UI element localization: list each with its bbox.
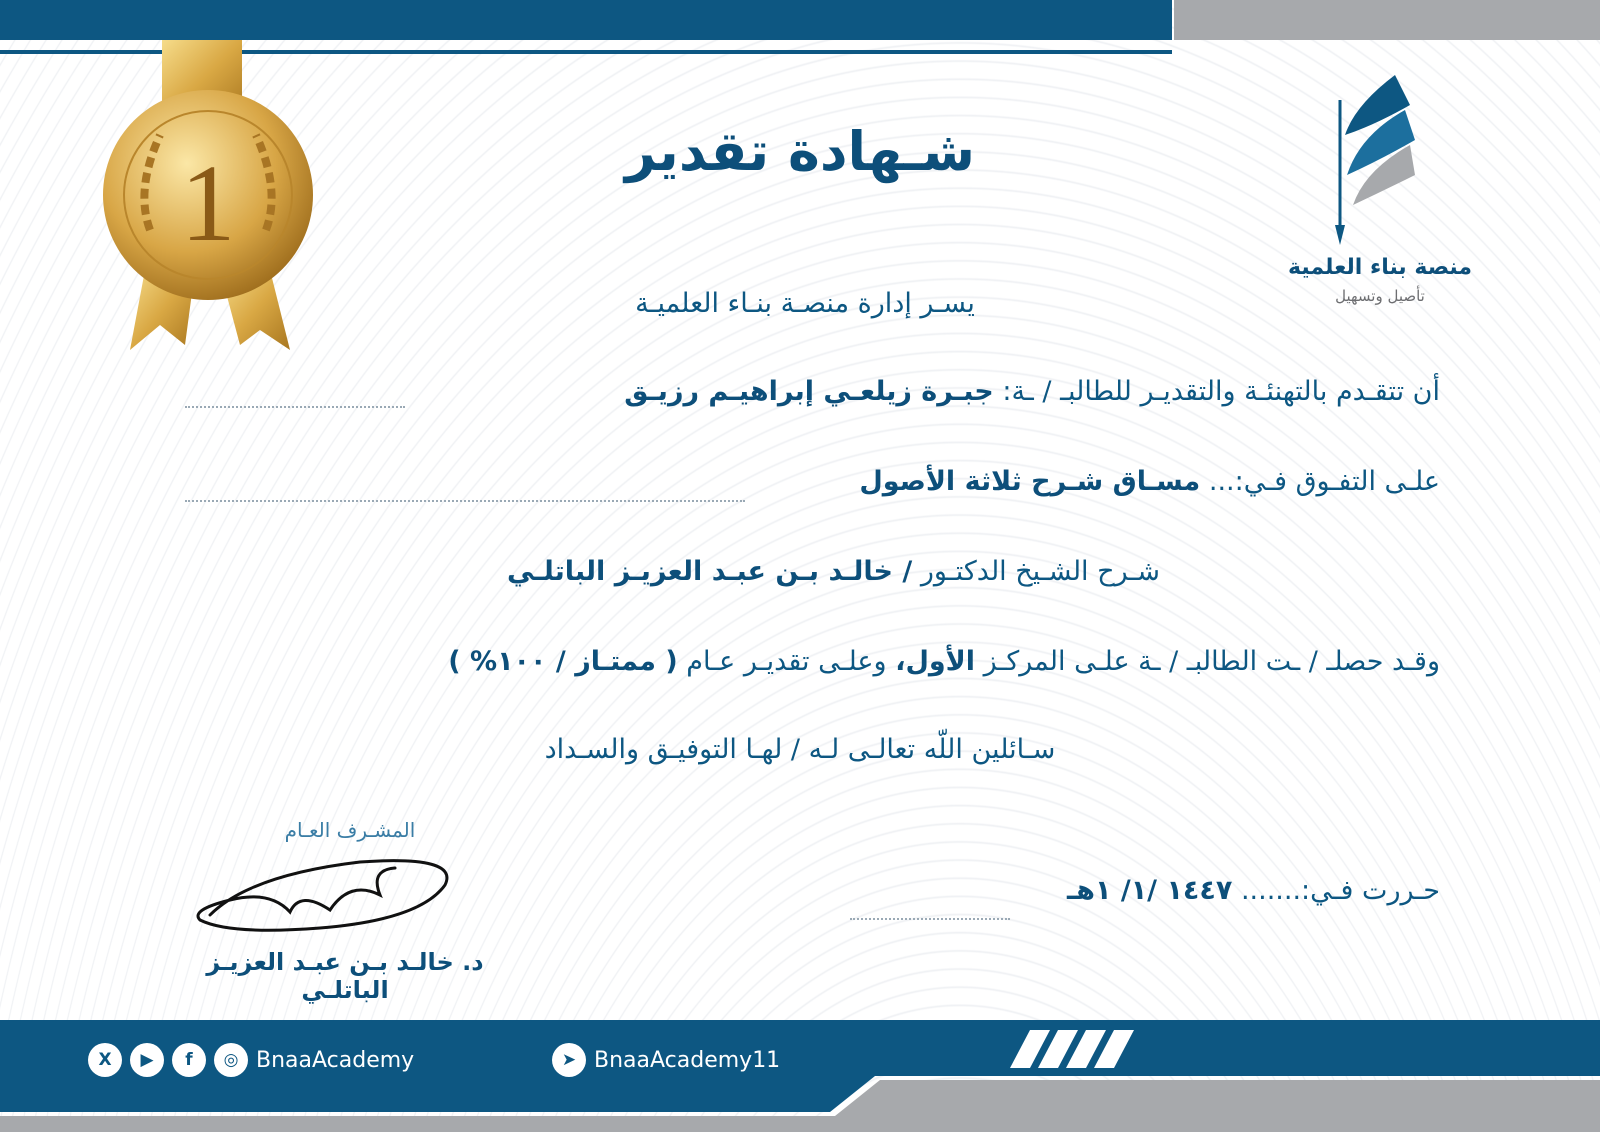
socials-handle[interactable]: BnaaAcademy bbox=[256, 1047, 415, 1073]
dotted-underline bbox=[850, 918, 1010, 920]
gold-medal-icon bbox=[100, 40, 330, 370]
teacher-line bbox=[507, 556, 1160, 587]
excellence-line bbox=[859, 466, 1440, 497]
grade-value: ( ممتـاز / ١٠٠% ) bbox=[448, 646, 678, 677]
rank-line bbox=[448, 646, 1440, 677]
teacher-prefix: شـرح الشـيخ الدكتـور bbox=[920, 556, 1160, 587]
instagram-icon[interactable]: ◎ bbox=[214, 1043, 248, 1077]
congrats-prefix: أن تتقـدم بالتهنئـة والتقديـر للطالبـ / ـة: bbox=[1002, 376, 1440, 407]
date-line bbox=[1067, 875, 1440, 906]
teacher-name: / خالـد بـن عبـد العزيـز الباتلـي bbox=[507, 556, 913, 587]
x-icon[interactable]: X bbox=[88, 1043, 122, 1077]
rank-prefix: وقـد حصلـ / ـت الطالبـ / ـة علـى المركـز bbox=[983, 646, 1440, 677]
platform-logo bbox=[1285, 65, 1475, 315]
socials-group bbox=[88, 1020, 414, 1100]
facebook-icon[interactable]: f bbox=[172, 1043, 206, 1077]
telegram-icon: ➤ bbox=[552, 1043, 586, 1077]
logo-tagline: تأصيل وتسهيل bbox=[1335, 287, 1425, 305]
top-blue-bar bbox=[0, 0, 1172, 40]
supervisor-title: المشـرف العـام bbox=[284, 818, 416, 842]
excellence-prefix: علـى التفـوق فـي:... bbox=[1208, 466, 1440, 497]
telegram-link[interactable] bbox=[552, 1020, 780, 1100]
course-name: مسـاق شـرح ثلاثة الأصول bbox=[859, 466, 1201, 497]
closing-text: سـائلين اللّه تعالـى لـه / لهـا التوفيـق والسـداد bbox=[544, 734, 1056, 765]
footer-band bbox=[0, 1020, 1600, 1132]
grade-prefix: وعلـى تقديـر عـام bbox=[686, 646, 887, 677]
telegram-handle: BnaaAcademy11 bbox=[594, 1047, 781, 1073]
dotted-underline bbox=[185, 500, 745, 502]
signature-mark bbox=[190, 840, 470, 950]
youtube-icon[interactable]: ▶ bbox=[130, 1043, 164, 1077]
rank-value: الأول، bbox=[895, 646, 976, 677]
logo-name: منصة بناء العلمية bbox=[1288, 255, 1472, 280]
date-label: حـررت فـي:....... bbox=[1240, 875, 1440, 906]
dotted-underline bbox=[185, 406, 405, 408]
supervisor-name: د. خالـد بـن عبـد العزيـز الباتلـي bbox=[206, 948, 484, 1004]
student-name: جبـرة زيلعـي إبراهيـم رزيـق bbox=[624, 376, 994, 407]
certificate-title: شـهادة تقدير bbox=[624, 120, 976, 183]
svg-text:1: 1 bbox=[180, 142, 236, 264]
congrats-line bbox=[624, 376, 1440, 407]
date-value: ١٤٤٧ /١/ ١هـ bbox=[1066, 875, 1233, 906]
top-gray-bar bbox=[1174, 0, 1600, 40]
intro-text: يسـر إدارة منصـة بنـاء العلميـة bbox=[635, 288, 975, 319]
pen-logo-icon bbox=[1285, 65, 1475, 255]
